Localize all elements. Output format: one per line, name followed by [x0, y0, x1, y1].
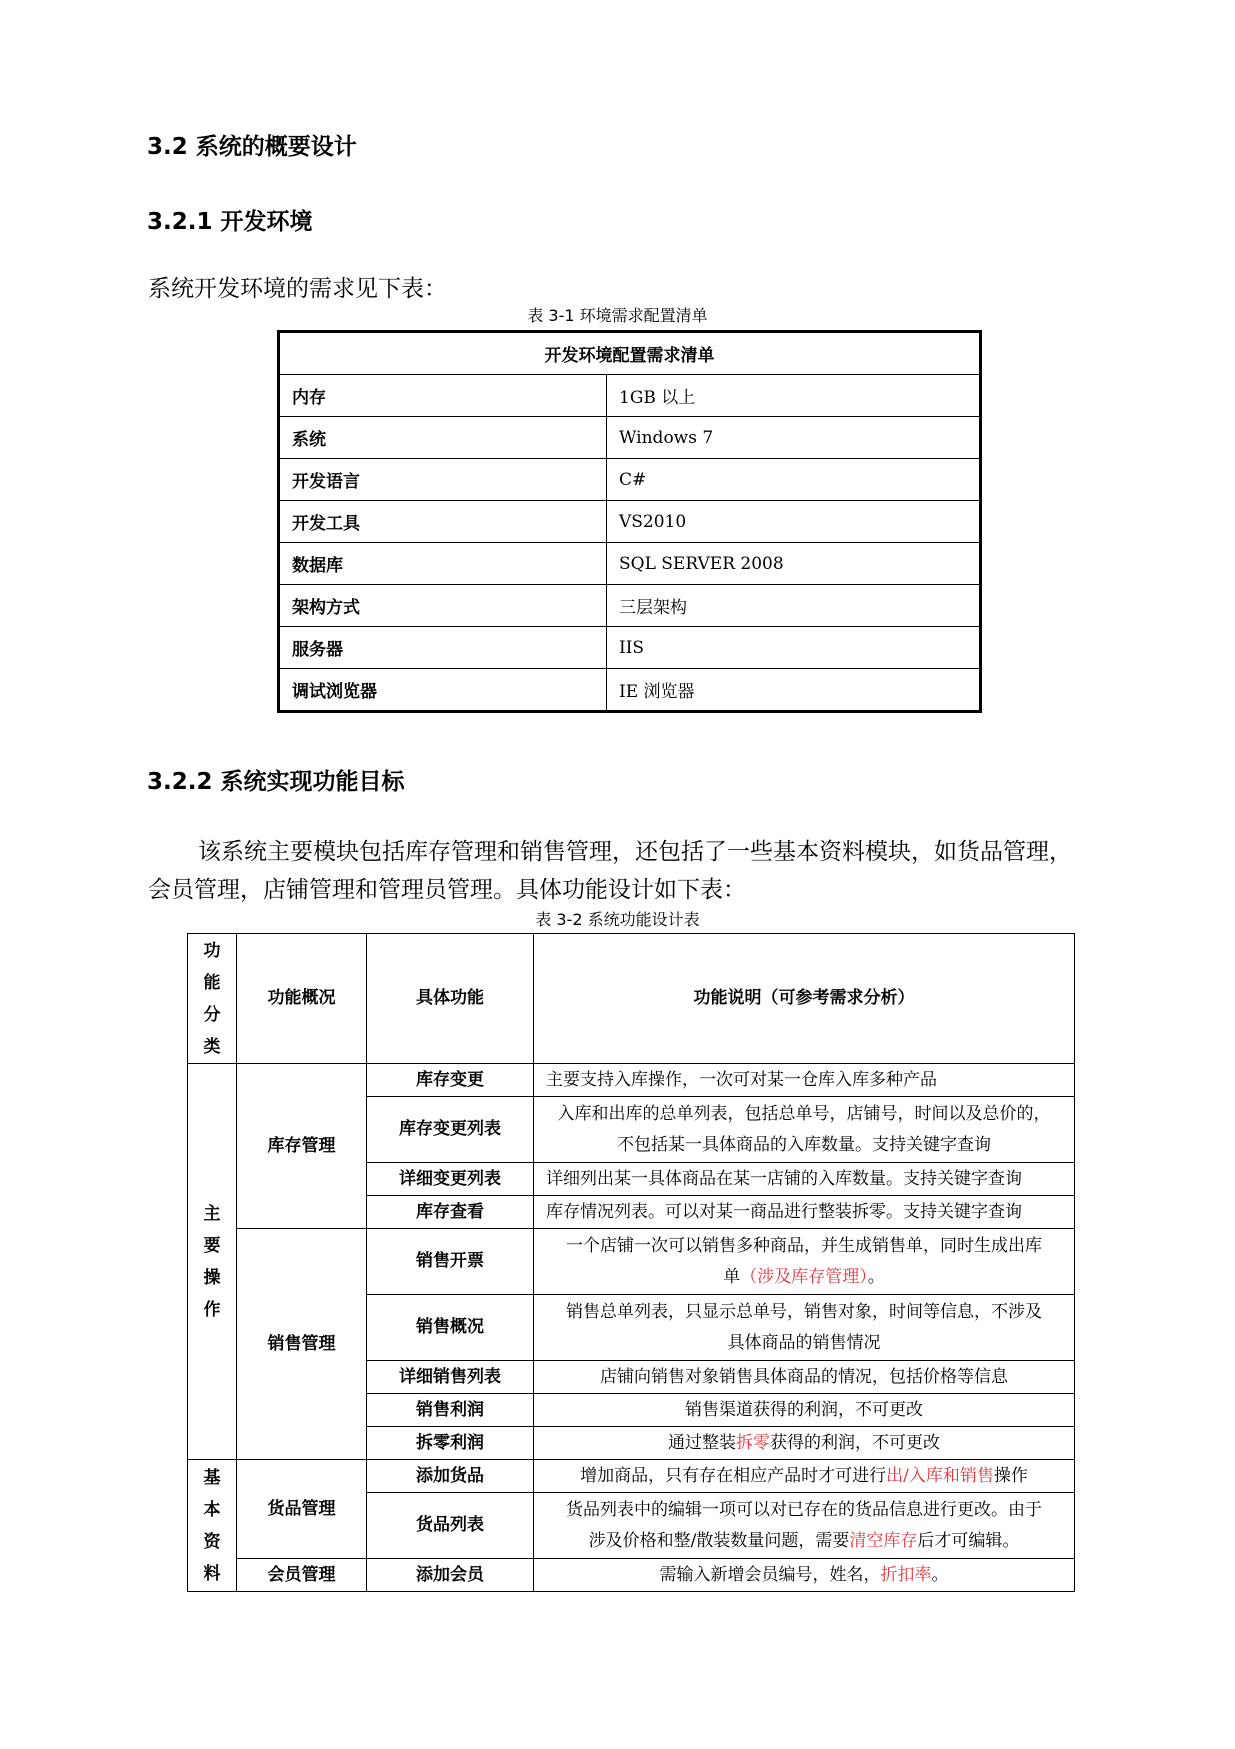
table1-label: 服务器 — [279, 627, 607, 669]
table1-label: 架构方式 — [279, 585, 607, 627]
table1-label: 数据库 — [279, 543, 607, 585]
function-name: 详细变更列表 — [367, 1163, 534, 1196]
table2-header-row — [188, 934, 1075, 1064]
header-function: 具体功能 — [367, 934, 534, 1064]
table-row — [279, 375, 981, 417]
section-heading: 3.2 系统的概要设计 — [147, 134, 357, 160]
table-row — [279, 669, 981, 712]
table1-value: IE 浏览器 — [607, 669, 981, 712]
function-desc: 一个店铺一次可以销售多种商品，并生成销售单，同时生成出库 单（涉及库存管理）。 — [534, 1229, 1075, 1295]
function-name: 库存变更 — [367, 1064, 534, 1097]
function-name: 拆零利润 — [367, 1427, 534, 1460]
table1-label: 系统 — [279, 417, 607, 459]
subsection-heading-functions: 3.2.2 系统实现功能目标 — [147, 769, 405, 795]
table2-caption: 表 3-2 系统功能设计表 — [535, 910, 700, 929]
table1-label: 内存 — [279, 375, 607, 417]
table-row — [188, 1460, 1075, 1493]
table-row — [279, 459, 981, 501]
header-description: 功能说明（可参考需求分析） — [534, 934, 1075, 1064]
function-name: 添加会员 — [367, 1559, 534, 1592]
function-desc: 主要支持入库操作，一次可对某一仓库入库多种产品 — [534, 1064, 1075, 1097]
header-category: 功 能 分 类 — [188, 934, 237, 1064]
subsection-heading-env: 3.2.1 开发环境 — [147, 209, 313, 235]
function-desc: 通过整装拆零获得的利润，不可更改 — [534, 1427, 1075, 1460]
table1-caption: 表 3-1 环境需求配置清单 — [527, 306, 708, 325]
table-row — [279, 543, 981, 585]
function-desc: 店铺向销售对象销售具体商品的情况，包括价格等信息 — [534, 1361, 1075, 1394]
function-name: 详细销售列表 — [367, 1361, 534, 1394]
highlight-text: 折扣率 — [880, 1564, 932, 1585]
function-name: 销售开票 — [367, 1229, 534, 1295]
table-row — [188, 1229, 1075, 1295]
function-name: 添加货品 — [367, 1460, 534, 1493]
table-row — [279, 627, 981, 669]
table1-value: 1GB 以上 — [607, 375, 981, 417]
functions-para-line2: 会员管理，店铺管理和管理员管理。具体功能设计如下表： — [148, 877, 746, 903]
table-row — [188, 1559, 1075, 1592]
table1-label: 开发语言 — [279, 459, 607, 501]
table1-label: 开发工具 — [279, 501, 607, 543]
function-name: 库存变更列表 — [367, 1097, 534, 1163]
function-design-table — [187, 933, 1075, 1592]
function-name: 货品列表 — [367, 1493, 534, 1559]
header-overview: 功能概况 — [237, 934, 367, 1064]
function-desc: 详细列出某一具体商品在某一店铺的入库数量。支持关键字查询 — [534, 1163, 1075, 1196]
highlight-text: 拆零 — [736, 1432, 770, 1453]
table1-value: Windows 7 — [607, 417, 981, 459]
group-inventory: 库存管理 — [237, 1064, 367, 1229]
table1-header-row — [279, 332, 981, 375]
function-desc: 库存情况列表。可以对某一商品进行整装拆零。支持关键字查询 — [534, 1196, 1075, 1229]
function-desc: 增加商品，只有存在相应产品时才可进行出/入库和销售操作 — [534, 1460, 1075, 1493]
table1-header: 开发环境配置需求清单 — [279, 332, 981, 375]
table1-value: C# — [607, 459, 981, 501]
table1-value: 三层架构 — [607, 585, 981, 627]
function-desc: 销售总单列表，只显示总单号，销售对象，时间等信息，不涉及 具体商品的销售情况 — [534, 1295, 1075, 1361]
highlight-text: （涉及库存管理） — [740, 1266, 868, 1287]
function-name: 销售概况 — [367, 1295, 534, 1361]
env-config-table — [277, 330, 982, 713]
function-name: 库存查看 — [367, 1196, 534, 1229]
functions-para-line1: 该系统主要模块包括库存管理和销售管理，还包括了一些基本资料模块，如货品管理， — [198, 839, 1072, 865]
group-sales: 销售管理 — [237, 1229, 367, 1460]
table-row — [279, 417, 981, 459]
function-desc: 需输入新增会员编号，姓名，折扣率。 — [534, 1559, 1075, 1592]
highlight-text: 清空库存 — [849, 1530, 918, 1551]
table1-value: VS2010 — [607, 501, 981, 543]
function-name: 销售利润 — [367, 1394, 534, 1427]
function-desc: 货品列表中的编辑一项可以对已存在的货品信息进行更改。由于 涉及价格和整/散装数量问题，需要清空库存后才可编辑。 — [534, 1493, 1075, 1559]
function-desc: 入库和出库的总单列表，包括总单号，店铺号，时间以及总价的， 不包括某一具体商品的入库数量。支持关键字查询 — [534, 1097, 1075, 1163]
env-intro-text: 系统开发环境的需求见下表： — [148, 276, 447, 302]
table-row — [279, 585, 981, 627]
category-main: 主 要 操 作 — [188, 1064, 237, 1460]
group-goods: 货品管理 — [237, 1460, 367, 1559]
group-member: 会员管理 — [237, 1559, 367, 1592]
table-row — [188, 1064, 1075, 1097]
table1-value: SQL SERVER 2008 — [607, 543, 981, 585]
function-desc: 销售渠道获得的利润，不可更改 — [534, 1394, 1075, 1427]
category-basic: 基 本 资 料 — [188, 1460, 237, 1592]
table1-label: 调试浏览器 — [279, 669, 607, 712]
highlight-text: 出/入库和销售 — [886, 1465, 994, 1486]
table-row — [279, 501, 981, 543]
table1-value: IIS — [607, 627, 981, 669]
